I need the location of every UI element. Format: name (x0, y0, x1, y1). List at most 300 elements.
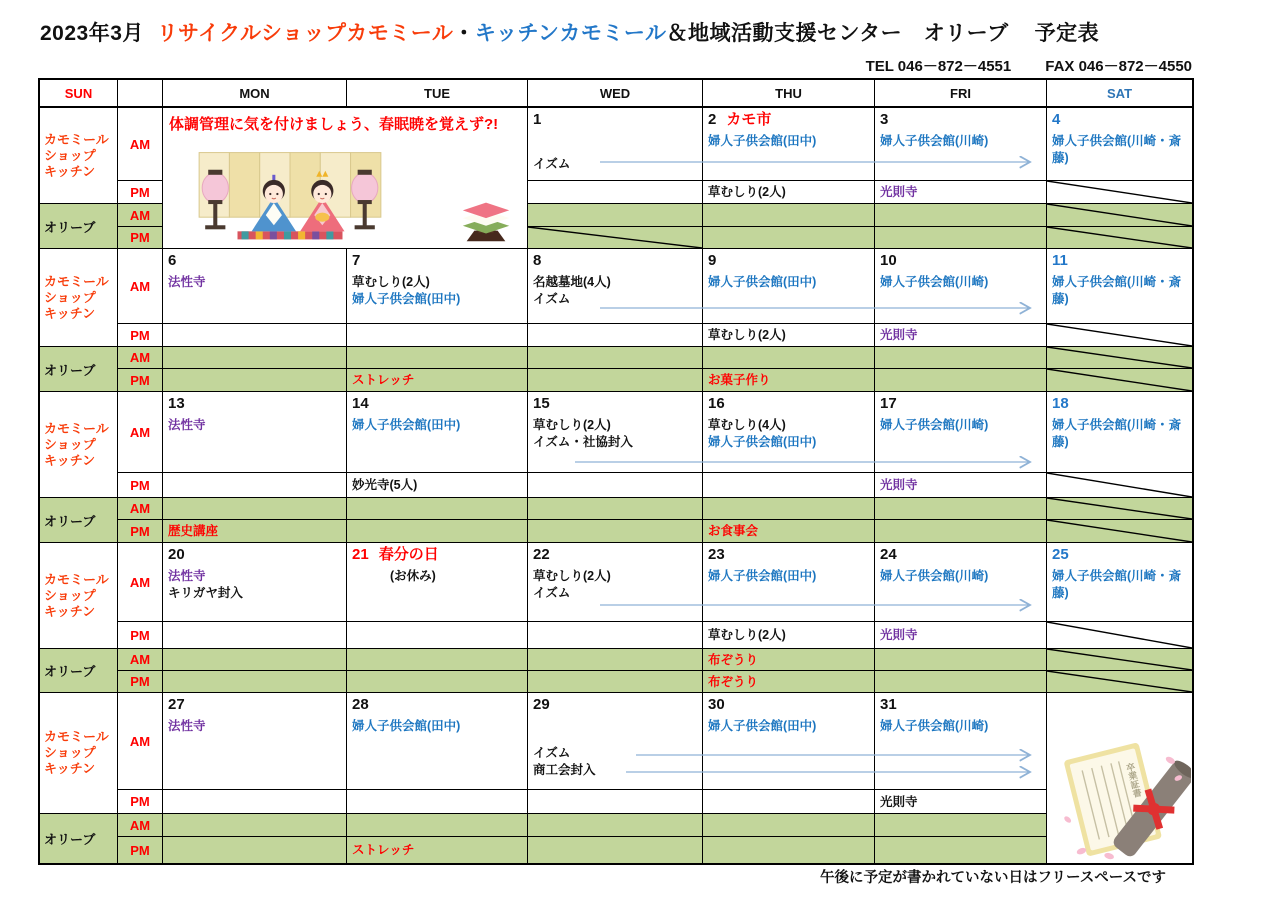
olive-label-text: オリーブ (44, 219, 96, 235)
olive-pm-label (118, 671, 163, 693)
pm-text: PM (130, 674, 150, 689)
cell-olive-mar10-pm (875, 369, 1047, 392)
entry: (お休み) (390, 569, 436, 583)
entry: カモミール (44, 571, 109, 587)
cell-mar8-pm (528, 324, 703, 347)
olive-label-text: オリーブ (44, 664, 96, 679)
pm-text: PM (130, 184, 150, 200)
entry: 光則寺 (880, 328, 918, 342)
date-number (352, 251, 522, 271)
crossed-out-mark (1047, 473, 1192, 497)
header-wed (528, 80, 703, 108)
date-27: 27 (168, 696, 185, 713)
crossed-out-mark (1047, 649, 1192, 670)
entry: キッチン (44, 761, 96, 776)
header-sun-label: SUN (64, 85, 93, 101)
pm-label (118, 473, 163, 498)
header-tue (347, 80, 528, 108)
entry: 光則寺 (880, 628, 918, 642)
am-text: AM (129, 278, 151, 294)
header-tue-label: TUE (424, 85, 450, 101)
cell-mar6-am (163, 249, 347, 324)
am-text: AM (129, 207, 151, 223)
entry: 法性寺 (168, 569, 206, 583)
olive-pm-label (118, 369, 163, 392)
entry: 婦人子供会館(川崎・斎藤) (1052, 134, 1182, 165)
date-25: 25 (1052, 546, 1069, 563)
hinamatsuri-note-cell (163, 108, 528, 249)
cell-mar31-pm (875, 790, 1047, 814)
olive-am-label (118, 649, 163, 671)
week-3 (40, 392, 1192, 543)
cell-olive-mar20-am (163, 649, 347, 671)
entry: キッチン (44, 603, 96, 619)
entry: 婦人子供会館(田中) (708, 569, 817, 583)
crossed-out-mark (1047, 369, 1192, 391)
entry: 草むしり(2人) (533, 569, 611, 583)
cell-olive-mar29-am (528, 814, 703, 837)
entry: カモミール (44, 729, 109, 744)
cell-mar2-pm (703, 181, 875, 204)
cell-olive-mar8-am (528, 347, 703, 369)
cell-olive-mar11-pm (1047, 369, 1192, 392)
cell-olive-mar28-pm (347, 837, 528, 863)
cell-olive-mar9-am (703, 347, 875, 369)
cell-olive-mar15-am (528, 498, 703, 520)
certificate-title-text: 卒業証書 (1124, 761, 1143, 799)
cell-olive-mar24-pm (875, 671, 1047, 693)
entry: ショップ (44, 587, 96, 603)
am-label (118, 108, 163, 181)
entry: ストレッチ (352, 843, 415, 857)
cell-mar23-am (703, 543, 875, 622)
cell-mar13-am (163, 392, 347, 473)
date-15: 15 (533, 395, 550, 412)
entry: ショップ (44, 745, 96, 760)
date-number (880, 110, 1041, 130)
cell-olive-mar31-pm (875, 837, 1047, 863)
date-31: 31 (880, 696, 897, 713)
entry: 婦人子供会館(川崎) (880, 275, 989, 289)
cell-mar30-pm (703, 790, 875, 814)
cell-olive-mar3-pm (875, 227, 1047, 249)
entry: 草むしり(2人) (708, 328, 786, 342)
entry: ショップ (44, 436, 96, 452)
page-title (40, 17, 1099, 47)
cell-mar4-pm (1047, 181, 1192, 204)
cell-olive-mar4-am (1047, 204, 1192, 227)
cell-mar18-pm (1047, 473, 1192, 498)
cell-mar15-am (528, 392, 703, 473)
date-20: 20 (168, 546, 185, 563)
pm-label (118, 622, 163, 649)
crossed-out-mark (1047, 622, 1192, 648)
fax-number: FAX 046－872－4550 (1045, 58, 1192, 75)
entry: 草むしり(2人) (533, 418, 611, 432)
header-sat-label: SAT (1106, 85, 1133, 101)
week-5 (40, 693, 1192, 863)
am-text: AM (129, 652, 151, 667)
crossed-out-mark (1047, 181, 1192, 203)
date-10: 10 (880, 252, 897, 269)
weekday-header-row (40, 80, 1192, 108)
cell-olive-mar23-am (703, 649, 875, 671)
cell-olive-mar30-pm (703, 837, 875, 863)
cell-olive-mar30-am (703, 814, 875, 837)
entry: 草むしり(2人) (708, 628, 786, 642)
entry: 名越墓地(4人) (533, 275, 611, 289)
date-29: 29 (533, 696, 550, 713)
am-text: AM (129, 424, 151, 440)
cell-olive-mar21-am (347, 649, 528, 671)
olive-label-text: オリーブ (44, 362, 96, 378)
date-8: 8 (533, 252, 542, 269)
date-6: 6 (168, 252, 177, 269)
kamomile-row-label (40, 108, 118, 204)
entry: イズム (533, 157, 571, 171)
cell-olive-mar23-pm (703, 671, 875, 693)
cell-mar30-am (703, 693, 875, 790)
date-number (533, 545, 697, 565)
pm-text: PM (130, 327, 150, 343)
pm-text: PM (130, 523, 150, 539)
am-text: AM (129, 501, 151, 516)
pm-text: PM (130, 794, 150, 809)
entry: 婦人子供会館(田中) (708, 435, 817, 449)
pm-label (118, 324, 163, 347)
cell-mar3-am (875, 108, 1047, 181)
entry: 草むしり(2人) (352, 275, 430, 289)
cell-olive-mar6-am (163, 347, 347, 369)
cell-olive-mar16-pm (703, 520, 875, 543)
entry: キッチン (44, 163, 96, 179)
title-suffix: 予定表 (1034, 22, 1100, 45)
footer-note: 午後に予定が書かれていない日はフリースペースです (820, 870, 1166, 886)
cell-mar17-pm (875, 473, 1047, 498)
cell-mar24-pm (875, 622, 1047, 649)
cell-olive-mar16-am (703, 498, 875, 520)
cell-mar16-am (703, 392, 875, 473)
cell-olive-mar22-pm (528, 671, 703, 693)
pm-text: PM (130, 627, 150, 643)
olive-pm-label (118, 227, 163, 249)
cell-olive-mar13-pm (163, 520, 347, 543)
cell-olive-mar14-am (347, 498, 528, 520)
cell-olive-mar13-am (163, 498, 347, 520)
cell-mar22-am (528, 543, 703, 622)
cell-olive-mar17-am (875, 498, 1047, 520)
entry: 婦人子供会館(川崎・斎藤) (1052, 275, 1182, 306)
cell-mar9-am (703, 249, 875, 324)
cell-olive-mar1-pm (528, 227, 703, 249)
entry: カモミール (44, 131, 109, 147)
header-sat (1047, 80, 1192, 108)
date-number (352, 545, 522, 565)
tel-number: TEL 046－872－4551 (865, 58, 1012, 75)
kamomile-row-label (40, 392, 118, 498)
entry: イズム (533, 586, 571, 600)
date-30: 30 (708, 696, 725, 713)
pm-label (118, 790, 163, 814)
entry: 光則寺 (880, 478, 918, 492)
entry: お菓子作り (708, 373, 771, 387)
entry: ストレッチ (352, 373, 415, 387)
cell-mar6-pm (163, 324, 347, 347)
cell-mar29-am (528, 693, 703, 790)
cell-mar14-pm (347, 473, 528, 498)
title-year-month: 2023年3月 (40, 22, 144, 45)
entry: キリガヤ封入 (168, 586, 243, 600)
cell-mar25-am (1047, 543, 1192, 622)
date-number (352, 695, 522, 715)
cell-mar21-pm (347, 622, 528, 649)
hina-dolls-illustration (185, 150, 395, 244)
am-label (118, 249, 163, 324)
entry: 法性寺 (168, 719, 206, 733)
entry: カモミール (44, 420, 109, 436)
title-dot: ・ (453, 22, 475, 45)
week-4 (40, 543, 1192, 693)
date-24: 24 (880, 546, 897, 563)
crossed-out-mark (1047, 671, 1192, 692)
date-number (168, 251, 341, 271)
cell-mar22-pm (528, 622, 703, 649)
cell-olive-mar7-pm (347, 369, 528, 392)
header-blank (118, 80, 163, 108)
cell-mar20-am (163, 543, 347, 622)
entry: 婦人子供会館(田中) (352, 292, 461, 306)
crossed-out-mark (1047, 227, 1192, 248)
entry: 布ぞうり (708, 652, 759, 667)
header-fri (875, 80, 1047, 108)
cell-mar20-pm (163, 622, 347, 649)
cell-mar1-am (528, 108, 703, 181)
entry: 歴史講座 (168, 524, 219, 538)
pm-text: PM (130, 230, 150, 245)
am-label (118, 693, 163, 790)
pm-text: PM (130, 372, 150, 388)
date-16: 16 (708, 395, 725, 412)
cell-olive-mar22-am (528, 649, 703, 671)
olive-label-text: オリーブ (44, 513, 96, 529)
date-21: 21 (352, 546, 369, 563)
kamomile-row-label (40, 543, 118, 649)
header-sun (40, 80, 118, 108)
date-22: 22 (533, 546, 550, 563)
cell-mar3-pm (875, 181, 1047, 204)
cell-olive-mar9-pm (703, 369, 875, 392)
cell-olive-mar27-pm (163, 837, 347, 863)
date-9: 9 (708, 252, 717, 269)
cell-olive-mar4-pm (1047, 227, 1192, 249)
cell-mar28-am (347, 693, 528, 790)
entry: 婦人子供会館(川崎) (880, 719, 989, 733)
olive-am-label (118, 498, 163, 520)
date-number (1052, 394, 1187, 414)
date-7: 7 (352, 252, 361, 269)
date-number (533, 251, 697, 271)
olive-am-label (118, 347, 163, 369)
health-note-text: 体調管理に気を付けましょう、春眠暁を覚えず?! (169, 116, 499, 133)
entry: 婦人子供会館(田中) (708, 719, 817, 733)
entry: 妙光寺(5人) (352, 478, 418, 492)
graduation-certificate-illustration (1051, 703, 1191, 861)
date-1: 1 (533, 111, 542, 128)
cell-mar16-pm (703, 473, 875, 498)
date-3: 3 (880, 111, 889, 128)
cell-mar18-am (1047, 392, 1192, 473)
kamomile-row-label (40, 249, 118, 347)
header-fri-label: FRI (950, 85, 971, 101)
date-number (880, 695, 1041, 715)
cell-mar1-pm (528, 181, 703, 204)
am-text: AM (129, 350, 151, 365)
entry: 婦人子供会館(川崎) (880, 418, 989, 432)
entry: 草むしり(4人) (708, 418, 786, 432)
date-number (880, 394, 1041, 414)
am-text: AM (129, 574, 151, 590)
date-14: 14 (352, 395, 369, 412)
title-kitchen-name: キッチンカモミール (474, 22, 667, 45)
crossed-out-mark (528, 227, 702, 248)
date-13: 13 (168, 395, 185, 412)
date-number (708, 545, 869, 565)
cell-olive-mar15-pm (528, 520, 703, 543)
header-thu-label: THU (775, 85, 802, 101)
entry: 婦人子供会館(田中) (708, 275, 817, 289)
title-center-name: ＆地域活動支援センター オリーブ (666, 22, 1009, 45)
certificate-cell (1047, 693, 1192, 863)
cell-mar31-am (875, 693, 1047, 790)
entry: 法性寺 (168, 275, 206, 289)
entry: 婦人子供会館(川崎) (880, 569, 989, 583)
cell-mar27-am (163, 693, 347, 790)
date-4: 4 (1052, 111, 1061, 128)
cell-mar11-am (1047, 249, 1192, 324)
entry: イズム (533, 292, 571, 306)
cell-olive-mar28-am (347, 814, 528, 837)
cell-mar10-am (875, 249, 1047, 324)
date-number (1052, 110, 1187, 130)
olive-row-label (40, 347, 118, 392)
header-mon (163, 80, 347, 108)
contact-info (866, 55, 1192, 76)
cell-mar11-pm (1047, 324, 1192, 347)
pm-label (118, 181, 163, 204)
olive-pm-label (118, 837, 163, 863)
date-number (708, 251, 869, 271)
title-shop-name: リサイクルショップカモミール (156, 22, 454, 45)
cell-mar9-pm (703, 324, 875, 347)
entry: 婦人子供会館(川崎・斎藤) (1052, 418, 1182, 449)
date-number (708, 110, 869, 130)
date-number (880, 251, 1041, 271)
olive-pm-label (118, 520, 163, 543)
entry: 光則寺 (880, 794, 918, 809)
am-text: AM (129, 733, 151, 749)
date-17: 17 (880, 395, 897, 412)
date-18: 18 (1052, 395, 1069, 412)
cell-mar23-pm (703, 622, 875, 649)
entry: ショップ (44, 147, 96, 163)
header-mon-label: MON (239, 85, 270, 101)
date-number (1052, 251, 1187, 271)
cell-olive-mar8-pm (528, 369, 703, 392)
entry: 婦人子供会館(川崎) (880, 134, 989, 148)
cell-olive-mar11-am (1047, 347, 1192, 369)
date-23: 23 (708, 546, 725, 563)
crossed-out-mark (1047, 347, 1192, 368)
cell-olive-mar18-pm (1047, 520, 1192, 543)
entry: 布ぞうり (708, 674, 759, 689)
date-number (708, 394, 869, 414)
cell-mar27-pm (163, 790, 347, 814)
cell-mar8-am (528, 249, 703, 324)
cell-mar10-pm (875, 324, 1047, 347)
date-number (708, 695, 869, 715)
am-text: AM (129, 136, 151, 152)
header-thu (703, 80, 875, 108)
cell-mar13-pm (163, 473, 347, 498)
cell-olive-mar6-pm (163, 369, 347, 392)
holiday-tag: 春分の日 (378, 546, 439, 563)
cell-olive-mar10-am (875, 347, 1047, 369)
cell-mar24-am (875, 543, 1047, 622)
cell-olive-mar29-pm (528, 837, 703, 863)
cell-mar7-am (347, 249, 528, 324)
cell-mar17-am (875, 392, 1047, 473)
cell-olive-mar21-pm (347, 671, 528, 693)
entry: お食事会 (708, 524, 759, 538)
date-number (1052, 545, 1187, 565)
entry: 婦人子供会館(田中) (352, 719, 461, 733)
entry: 婦人子供会館(川崎・斎藤) (1052, 569, 1182, 600)
crossed-out-mark (1047, 520, 1192, 542)
entry: 光則寺 (880, 185, 918, 199)
olive-am-label (118, 814, 163, 837)
date-number (533, 110, 697, 130)
entry: キッチン (44, 305, 96, 321)
entry: キッチン (44, 452, 96, 468)
pm-text: PM (130, 477, 150, 493)
crossed-out-mark (1047, 204, 1192, 226)
am-label (118, 543, 163, 622)
date-number (168, 695, 341, 715)
cell-olive-mar18-am (1047, 498, 1192, 520)
entry: 法性寺 (168, 418, 206, 432)
olive-row-label (40, 649, 118, 693)
crossed-out-mark (1047, 498, 1192, 519)
date-number (352, 394, 522, 414)
olive-am-label (118, 204, 163, 227)
cell-olive-mar27-am (163, 814, 347, 837)
date-number (533, 394, 697, 414)
cell-olive-mar7-am (347, 347, 528, 369)
cell-olive-mar3-am (875, 204, 1047, 227)
cell-olive-mar14-pm (347, 520, 528, 543)
crossed-out-mark (1047, 324, 1192, 346)
entry: 婦人子供会館(田中) (352, 418, 461, 432)
week-1 (40, 108, 1192, 249)
entry: 商工会封入 (533, 763, 596, 777)
am-text: AM (129, 817, 151, 833)
cell-olive-mar1-am (528, 204, 703, 227)
date-number (168, 545, 341, 565)
cell-mar14-am (347, 392, 528, 473)
pm-text: PM (130, 842, 150, 858)
olive-row-label (40, 498, 118, 543)
cell-olive-mar31-am (875, 814, 1047, 837)
